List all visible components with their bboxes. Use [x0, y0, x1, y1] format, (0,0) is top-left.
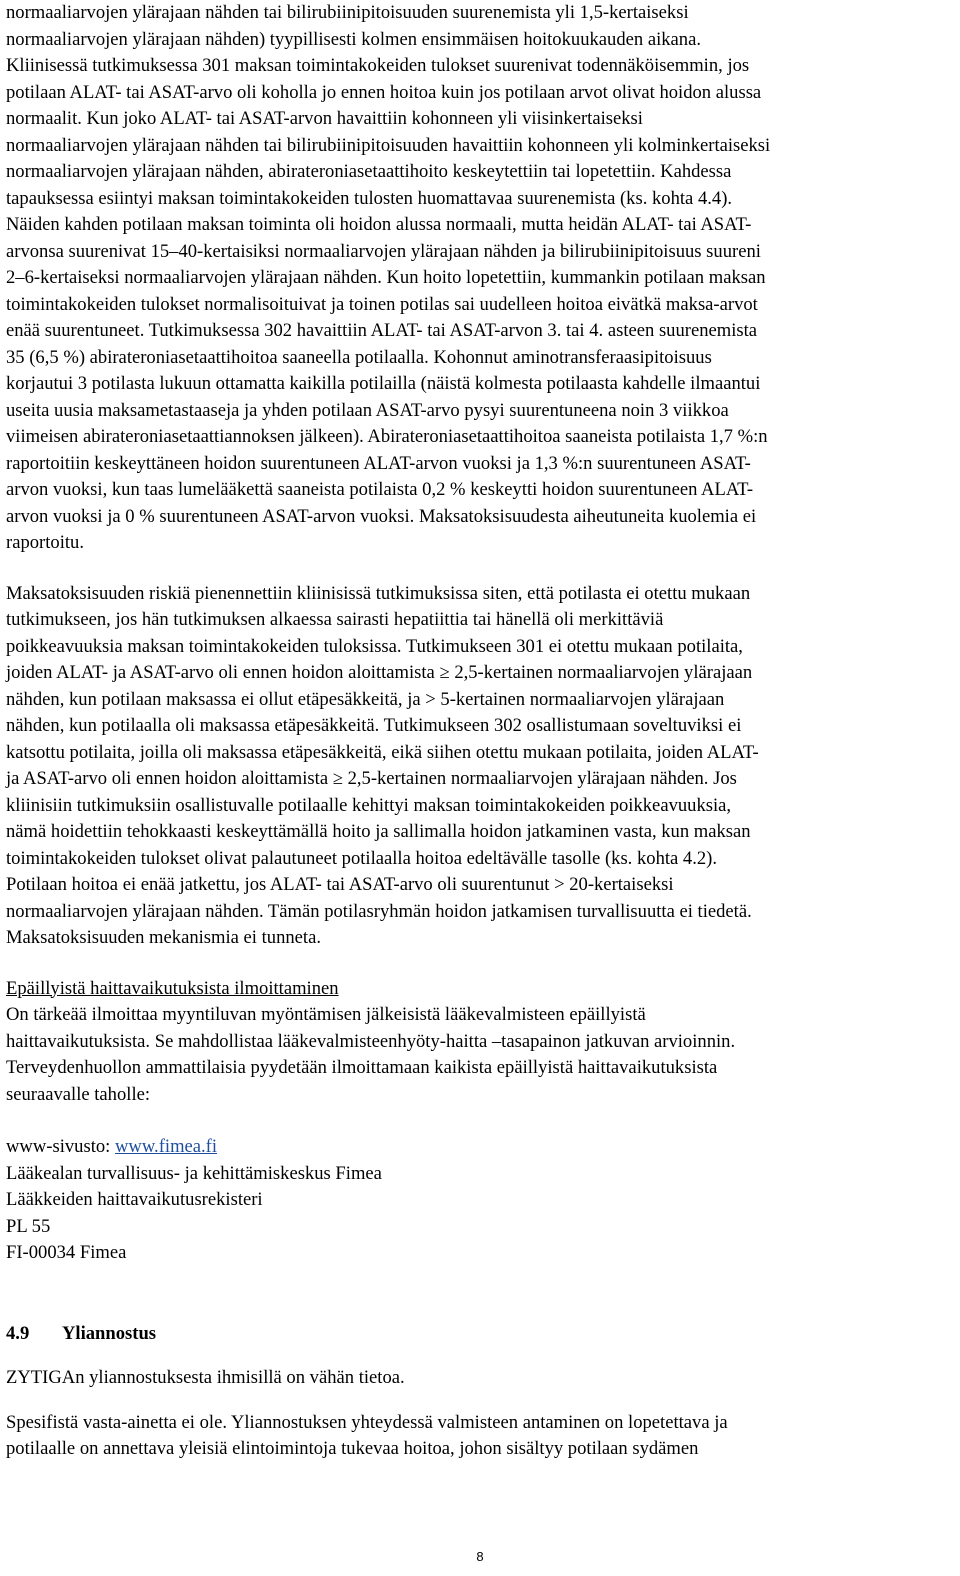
contact-postal-code: FI-00034 Fimea	[6, 1242, 127, 1263]
section-heading-overdose	[6, 1321, 954, 1348]
reporting-body: On tärkeää ilmoittaa myyntiluvan myöntämisen jälkeisistä lääkevalmisteen epäillyistä haittavaikutuksista. Se mahdollistaa lääkevalmisteenhyöty-haitta –tasapainon jatkuvan arvioinnin. Terveydenhuollon ammattilaisia pyydetään ilmoittamaan kaikista epäillyistä haittavaikutuksista seuraavalle taholle:	[6, 1004, 736, 1105]
website-line	[6, 1134, 954, 1161]
contact-po-box: PL 55	[6, 1215, 51, 1237]
overdose-paragraph-2: Spesifistä vasta-ainetta ei ole. Yliannostuksen yhteydessä valmisteen antaminen on lopetettava ja potilaalle on annettava yleisiä elintoimintoja tukevaa hoitoa, johon sisältyy potilaan sydämen	[6, 1411, 728, 1459]
section-number: 4.9	[6, 1322, 30, 1344]
document-page	[6, 0, 954, 1463]
reporting-heading: Epäillyistä haittavaikutuksista ilmoittaminen	[6, 977, 339, 999]
contact-registry: Lääkkeiden haittavaikutusrekisteri	[6, 1189, 263, 1210]
paragraph-hepatotoxicity-risk: Maksatoksisuuden riskiä pienennettiin kliinisissä tutkimuksissa siten, että potilasta ei otettu mukaan tutkimukseen, jos hän tutkimuksen alkaessa sairasti hepatiittia tai hänellä oli merkittäviä poikkeavuuksia maksan toimintakokeiden tuloksissa. Tutkimukseen 301 ei otettu mukaan potilaita, joiden ALAT- ja ASAT-arvo oli ennen hoidon aloittamista ≥ 2,5-kertainen normaaliarvojen ylärajaan nähden, kun potilaan maksassa ei ollut etäpesäkkeitä, ja > 5-kertainen normaaliarvojen ylärajaan nähden, kun potilaalla oli maksassa etäpesäkkeitä. Tutkimukseen 302 osallistumaan soveltuviksi ei katsottu potilaita, joilla oli maksassa etäpesäkkeitä, eikä siihen otettu mukaan potilaita, joiden ALAT- ja ASAT-arvo oli ennen hoidon aloittamista ≥ 2,5-kertainen normaaliarvojen ylärajaan nähden. Jos kliinisiin tutkimuksiin osallistuvalle potilaalle kehittyi maksan toimintakokeiden poikkeavuuksia, nämä hoidettiin tehokkaasti keskeyttämällä hoito ja sallimalla hoidon jatkaminen vasta, kun maksan toimintakokeiden tulokset olivat palautuneet potilaalla hoitoa edeltävälle tasolle (ks. kohta 4.2). Potilaan hoitoa ei enää jatkettu, jos ALAT- tai ASAT-arvo oli suurentunut > 20-kertaiseksi normaaliarvojen ylärajaan nähden. Tämän potilasryhmän hoidon jatkamisen turvallisuutta ei tiedetä. Maksatoksisuuden mekanismia ei tunneta.	[6, 582, 759, 948]
fimea-website-link[interactable]: www.fimea.fi	[114, 1136, 218, 1157]
contact-block	[6, 1134, 954, 1267]
overdose-paragraph-1: ZYTIGAn yliannostuksesta ihmisillä on vähän tietoa.	[6, 1367, 405, 1388]
reporting-block	[6, 976, 954, 1109]
contact-organization: Lääkealan turvallisuus- ja kehittämiskeskus Fimea	[6, 1162, 382, 1184]
paragraph-liver-function-results: normaaliarvojen ylärajaan nähden tai bilirubiinipitoisuuden suurenemista yli 1,5-kertaiseksi normaaliarvojen ylärajaan nähden) tyypillisesti kolmen ensimmäisen hoitokuukauden aikana. Kliinisessä tutkimuksessa 301 maksan toimintakokeiden tulokset suurenivat todennäköisemmin, jos potilaan ALAT- tai ASAT-arvo oli koholla jo ennen hoitoa kuin jos potilaan arvot olivat hoidon alussa normaalit. Kun joko ALAT- tai ASAT-arvon havaittiin kohonneen yli viisinkertaiseksi normaaliarvojen ylärajaan nähden tai bilirubiinipitoisuuden havaittiin kohonneen yli kolminkertaiseksi normaaliarvojen ylärajaan nähden, abirateroniasetaattihoito keskeytettiin tai lopetettiin. Kahdessa tapauksessa esiintyi maksan toimintakokeiden tulosten huomattavaa suurenemista (ks. kohta 4.4). Näiden kahden potilaan maksan toiminta oli hoidon alussa normaali, mutta heidän ALAT- tai ASAT- arvonsa suurenivat 15–40-kertaisiksi normaaliarvojen ylärajaan nähden ja bilirubiinipitoisuus suureni 2–6-kertaiseksi normaaliarvojen ylärajaan nähden. Kun hoito lopetettiin, kummankin potilaan maksan toimintakokeiden tulokset normalisoituivat ja toinen potilas sai uudelleen hoitoa eivätkä maksa-arvot enää suurentuneet. Tutkimuksessa 302 havaittiin ALAT- tai ASAT-arvon 3. tai 4. asteen suurenemista 35 (6,5 %) abirateroniasetaattihoitoa saaneella potilaalla. Kohonnut aminotransferaasipitoisuus korjautui 3 potilasta lukuun ottamatta kaikilla potilailla (näistä kolmesta potilaasta kahdelle ilmaantui useita uusia maksametastaaseja ja yhden potilaan ASAT-arvo pysyi suurentuneena noin 3 viikkoa viimeisen abirateroniasetaattiannoksen jälkeen). Abirateroniasetaattihoitoa saaneista potilaista 1,7 %:n raportoitiin keskeyttäneen hoidon suurentuneen ALAT-arvon vuoksi ja 1,3 %:n suurentuneen ASAT- arvon vuoksi, kun taas lumelääkettä saaneista potilaista 0,2 % keskeytti hoidon suurentuneen ALAT- arvon vuoksi ja 0 % suurentuneen ASAT-arvon vuoksi. Maksatoksisuudesta aiheutuneita kuolemia ei raportoitu.	[6, 2, 771, 553]
section-title: Yliannostus	[62, 1322, 157, 1344]
website-label: www-sivusto:	[6, 1136, 115, 1157]
page-number: 8	[476, 1549, 484, 1564]
